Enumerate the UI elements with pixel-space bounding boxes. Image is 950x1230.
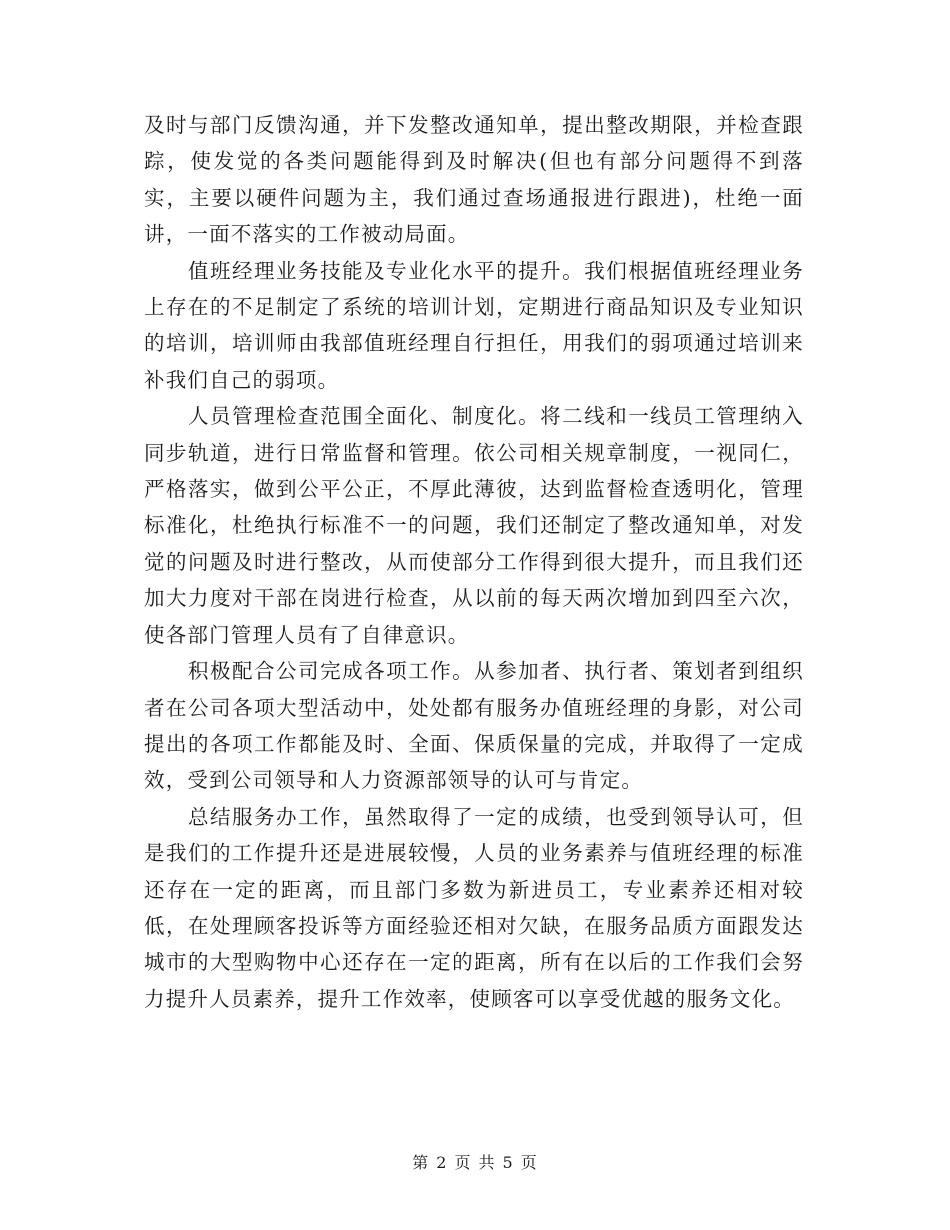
paragraph-training: 值班经理业务技能及专业化水平的提升。我们根据值班经理业务上存在的不足制定了系统的培训计划，定期进行商品知识及专业知识的培训，培训师由我部值班经理自行担任，用我们的弱项通过培训来补我们自己的弱项。 — [144, 258, 804, 392]
footer-total-word: 共 — [478, 1153, 496, 1172]
document-body — [144, 107, 804, 1017]
paragraph-summary: 总结服务办工作，虽然取得了一定的成绩，也受到领导认可，但是我们的工作提升还是进展较慢，人员的业务素养与值班经理的标准还存在一定的距离，而且部门多数为新进员工，专业素养还相对较低，在处理顾客投诉等方面经验还相对欠缺，在服务品质方面跟发达城市的大型购物中心还存在一定的距离，所有在以后的工作我们会努力提升人员素养，提升工作效率，使顾客可以享受优越的服务文化。 — [144, 804, 804, 1011]
footer-current-page: 2 — [436, 1153, 448, 1172]
paragraph-staff-management: 人员管理检查范围全面化、制度化。将二线和一线员工管理纳入同步轨道，进行日常监督和管理。依公司相关规章制度，一视同仁，严格落实，做到公平公正，不厚此薄彼，达到监督检查透明化，管理标准化，杜绝执行标准不一的问题，我们还制定了整改通知单，对发觉的问题及时进行整改，从而使部分工作得到很大提升，而且我们还加大力度对干部在岗进行检查，从以前的每天两次增加到四至六次，使各部门管理人员有了自律意识。 — [144, 404, 804, 647]
footer-page-word: 页 — [454, 1153, 472, 1172]
paragraph-continuation: 及时与部门反馈沟通，并下发整改通知单，提出整改期限，并检查跟踪，使发觉的各类问题能得到及时解决(但也有部分问题得不到落实，主要以硬件问题为主，我们通过查场通报进行跟进)，杜绝一面讲，一面不落实的工作被动局面。 — [144, 113, 804, 247]
footer-suffix: 页 — [520, 1153, 538, 1172]
paragraph-company-cooperation: 积极配合公司完成各项工作。从参加者、执行者、策划者到组织者在公司各项大型活动中，处处都有服务办值班经理的身影，对公司提出的各项工作都能及时、全面、保质保量的完成，并取得了一定成效，受到公司领导和人力资源部领导的认可与肯定。 — [144, 659, 804, 793]
footer-total-pages: 5 — [502, 1153, 514, 1172]
footer-prefix: 第 — [412, 1153, 430, 1172]
page-footer — [0, 1150, 950, 1173]
